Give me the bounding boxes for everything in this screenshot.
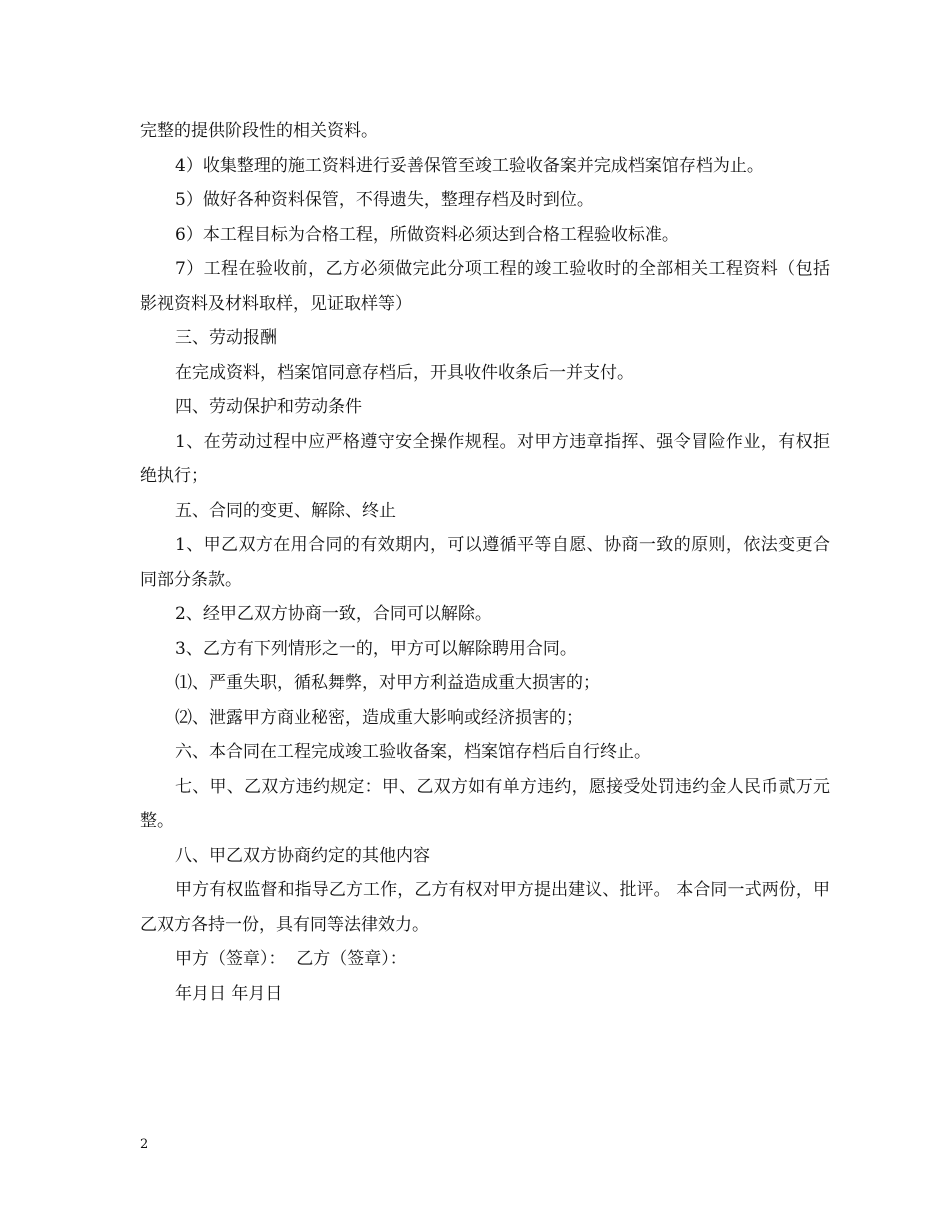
paragraph-14: ⑴、严重失职，循私舞弊，对甲方利益造成重大损害的；	[175, 673, 600, 693]
paragraph-15: ⑵、泄露甲方商业秘密，造成重大影响或经济损害的；	[175, 707, 583, 728]
paragraph-19: 甲方有权监督和指导乙方工作，乙方有权对甲方提出建议、批评。 本合同一式两份，甲乙双方各持一份，具有同等法律效力。	[140, 880, 830, 935]
section-heading-6: 六、本合同在工程完成竣工验收备案，档案馆存档后自行终止。	[175, 742, 651, 762]
section-heading-7: 七、甲、乙双方违约规定：甲、乙双方如有单方违约，愿接受处罚违约金人民币贰万元整。	[140, 776, 830, 831]
paragraph-5: 7）工程在验收前，乙方必须做完此分项工程的竣工验收时的全部相关工程资料（包括影视资料及材料取样，见证取样等）	[140, 259, 830, 314]
section-heading-5: 五、合同的变更、解除、终止	[175, 500, 396, 521]
section-heading-8: 八、甲乙双方协商约定的其他内容	[175, 845, 430, 866]
date-line: 年月日 年月日	[175, 983, 283, 1004]
paragraph-11: 1、甲乙双方在用合同的有效期内，可以遵循平等自愿、协商一致的原则，依法变更合同部分条款。	[140, 535, 830, 590]
page-number: 2	[140, 1137, 149, 1152]
paragraph-2: 4）收集整理的施工资料进行妥善保管至竣工验收备案并完成档案馆存档为止。	[175, 155, 764, 176]
section-heading-4: 四、劳动保护和劳动条件	[175, 397, 362, 417]
document-body	[140, 114, 830, 1011]
paragraph-1: 完整的提供阶段性的相关资料。	[140, 121, 378, 141]
paragraph-3: 5）做好各种资料保管，不得遗失，整理存档及时到位。	[175, 190, 594, 210]
paragraph-7: 在完成资料，档案馆同意存档后，开具收件收条后一并支付。	[175, 362, 634, 383]
paragraph-9: 1、在劳动过程中应严格遵守安全操作规程。对甲方违章指挥、强令冒险作业，有权拒绝执行；	[140, 431, 830, 486]
signature-line: 甲方（签章）： 乙方（签章）：	[175, 949, 407, 969]
paragraph-12: 2、经甲乙双方协商一致，合同可以解除。	[175, 604, 492, 624]
section-heading-3: 三、劳动报酬	[175, 328, 277, 348]
paragraph-4: 6）本工程目标为合格工程，所做资料必须达到合格工程验收标准。	[175, 224, 679, 245]
paragraph-13: 3、乙方有下列情形之一的，甲方可以解除聘用合同。	[175, 638, 577, 659]
